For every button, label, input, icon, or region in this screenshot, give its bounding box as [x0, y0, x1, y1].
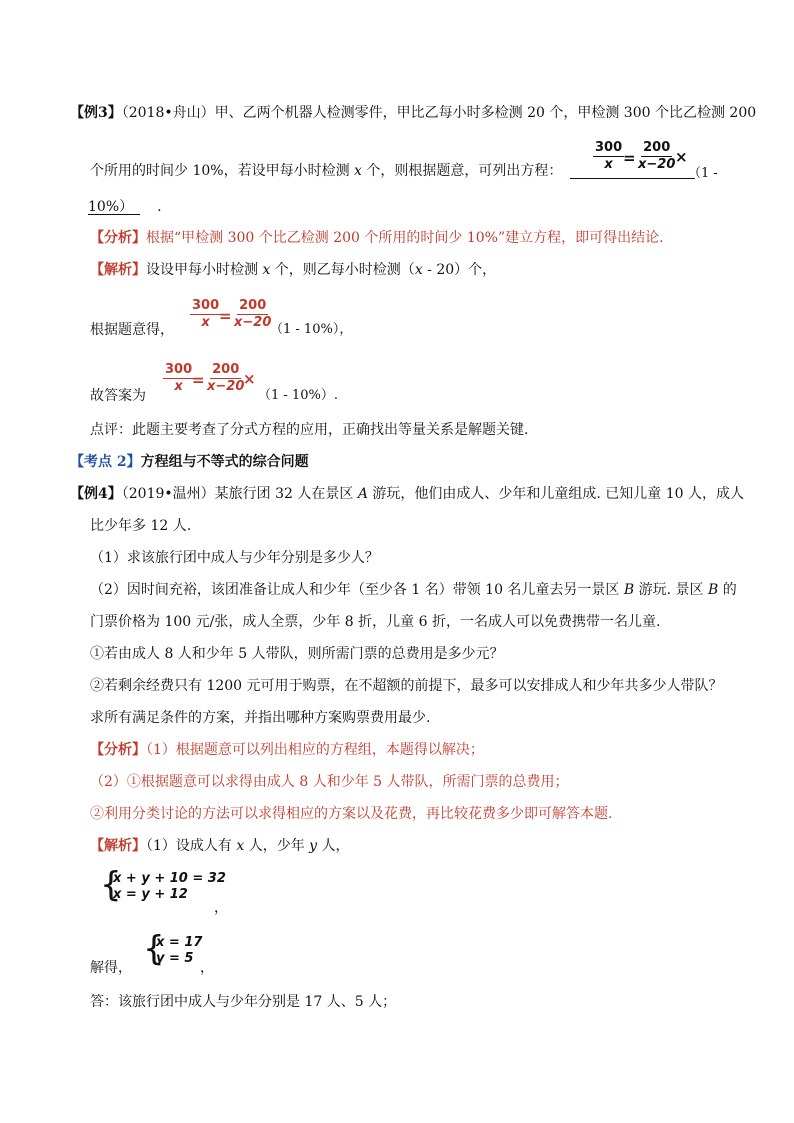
so-answer: 故答案为 — [90, 388, 146, 404]
by-meaning-tail: （1 - 10%）， — [270, 322, 353, 337]
answer2-times: × — [243, 370, 256, 388]
ex4-analysis-2: （2）①根据题意可以求得由成人 8 人和少年 5 人带队，所需门票的总费用； — [90, 774, 569, 790]
system1-eq2: x = y + 12 — [113, 887, 188, 902]
solved-label: 解得， — [90, 960, 132, 976]
ex4-q2-line2: 门票价格为 100 元/张，成人全票，少年 8 折，儿童 6 折，一名成人可以免费携带一名儿童. — [90, 614, 661, 630]
ex4-line1: 【例4】（2019•温州）某旅行团 32 人在景区 A 游玩，他们由成人、少年和儿童组成. 已知儿童 10 人，成人 — [70, 486, 745, 502]
system2-comma: ， — [200, 960, 214, 976]
ex3-line2: 个所用的时间少 10%，若设甲每小时检测 x 个，则根据题意，可列出方程： — [90, 163, 563, 179]
system2-eq2: y = 5 — [156, 951, 194, 966]
ex4-q2-1: ①若由成人 8 人和少年 5 人带队，则所需门票的总费用是多少元？ — [90, 646, 504, 662]
solution-frac-2: $\frac{200}{x-20}$ — [234, 298, 272, 330]
system2-eq1: x = 17 — [156, 935, 203, 950]
ex3-line1: 【例3】（2018•舟山）甲、乙两个机器人检测零件，甲比乙每小时多检测 20 个，甲检测 300 个比乙检测 200 — [70, 105, 757, 121]
ex3-analysis: 【分析】根据“甲检测 300 个比乙检测 200 个所用的时间少 10%”建立方程，即可得出结论. — [90, 230, 664, 246]
ex4-answer: 答：该旅行团中成人与少年分别是 17 人、5 人； — [90, 994, 397, 1010]
point2-heading: 【考点 2】方程组与不等式的综合问题 — [70, 454, 309, 470]
comment: 点评：此题主要考查了分式方程的应用，正确找出等量关系是解题关键. — [90, 422, 529, 438]
blank-underline-2 — [88, 214, 140, 215]
answer-blank — [570, 178, 695, 179]
system1-brace: { — [100, 865, 122, 905]
answer-times: × — [675, 148, 688, 166]
by-meaning: 根据题意得， — [90, 322, 174, 338]
ex3-tag: 【例3】 — [70, 105, 122, 121]
ex4-line2: 比少年多 12 人. — [90, 518, 192, 534]
answer2-eq: = — [192, 371, 205, 389]
ex3-solution: 【解析】设设甲每小时检测 x 个，则乙每小时检测（x - 20）个， — [90, 262, 497, 278]
answer-frac-2: $\frac{200}{x-20}$ — [638, 140, 676, 172]
so-answer-tail: （1 - 10%）. — [258, 388, 338, 403]
ex3-line3: 10%） . — [88, 199, 162, 215]
ex3-tail1: （1 - — [688, 166, 718, 181]
answer-eq: = — [623, 149, 636, 167]
ex4-q2-2b: 求所有满足条件的方案，并指出哪种方案购票费用最少. — [90, 710, 431, 726]
system2-brace: { — [143, 929, 165, 969]
solution-eq: = — [219, 307, 232, 325]
ex4-analysis-1: 【分析】（1）根据题意可以列出相应的方程组，本题得以解决； — [90, 742, 484, 758]
answer2-frac-1: $\frac{300}{x}$ — [165, 362, 193, 394]
ex4-q1: （1）求该旅行团中成人与少年分别是多少人？ — [90, 550, 379, 566]
ex4-q2-line1: （2）因时间充裕，该团准备让成人和少年（至少各 1 名）带领 10 名儿童去另一景区 B 游玩. 景区 B 的 — [90, 582, 737, 598]
answer-frac-1: $\frac{300}{x}$ — [595, 140, 623, 172]
solution-frac-1: $\frac{300}{x}$ — [192, 298, 220, 330]
system1-eq1: x + y + 10 = 32 — [113, 871, 226, 886]
system1-comma: ， — [214, 900, 228, 916]
ex4-q2-2: ②若剩余经费只有 1200 元可用于购票，在不超额的前提下，最多可以安排成人和少年共多少人带队？ — [90, 678, 723, 694]
ex4-solution: 【解析】（1）设成人有 x 人，少年 y 人， — [90, 838, 350, 854]
ex4-analysis-3: ②利用分类讨论的方法可以求得相应的方案以及花费，再比较花费多少即可解答本题. — [90, 806, 613, 822]
answer2-frac-2: $\frac{200}{x-20}$ — [207, 362, 245, 394]
